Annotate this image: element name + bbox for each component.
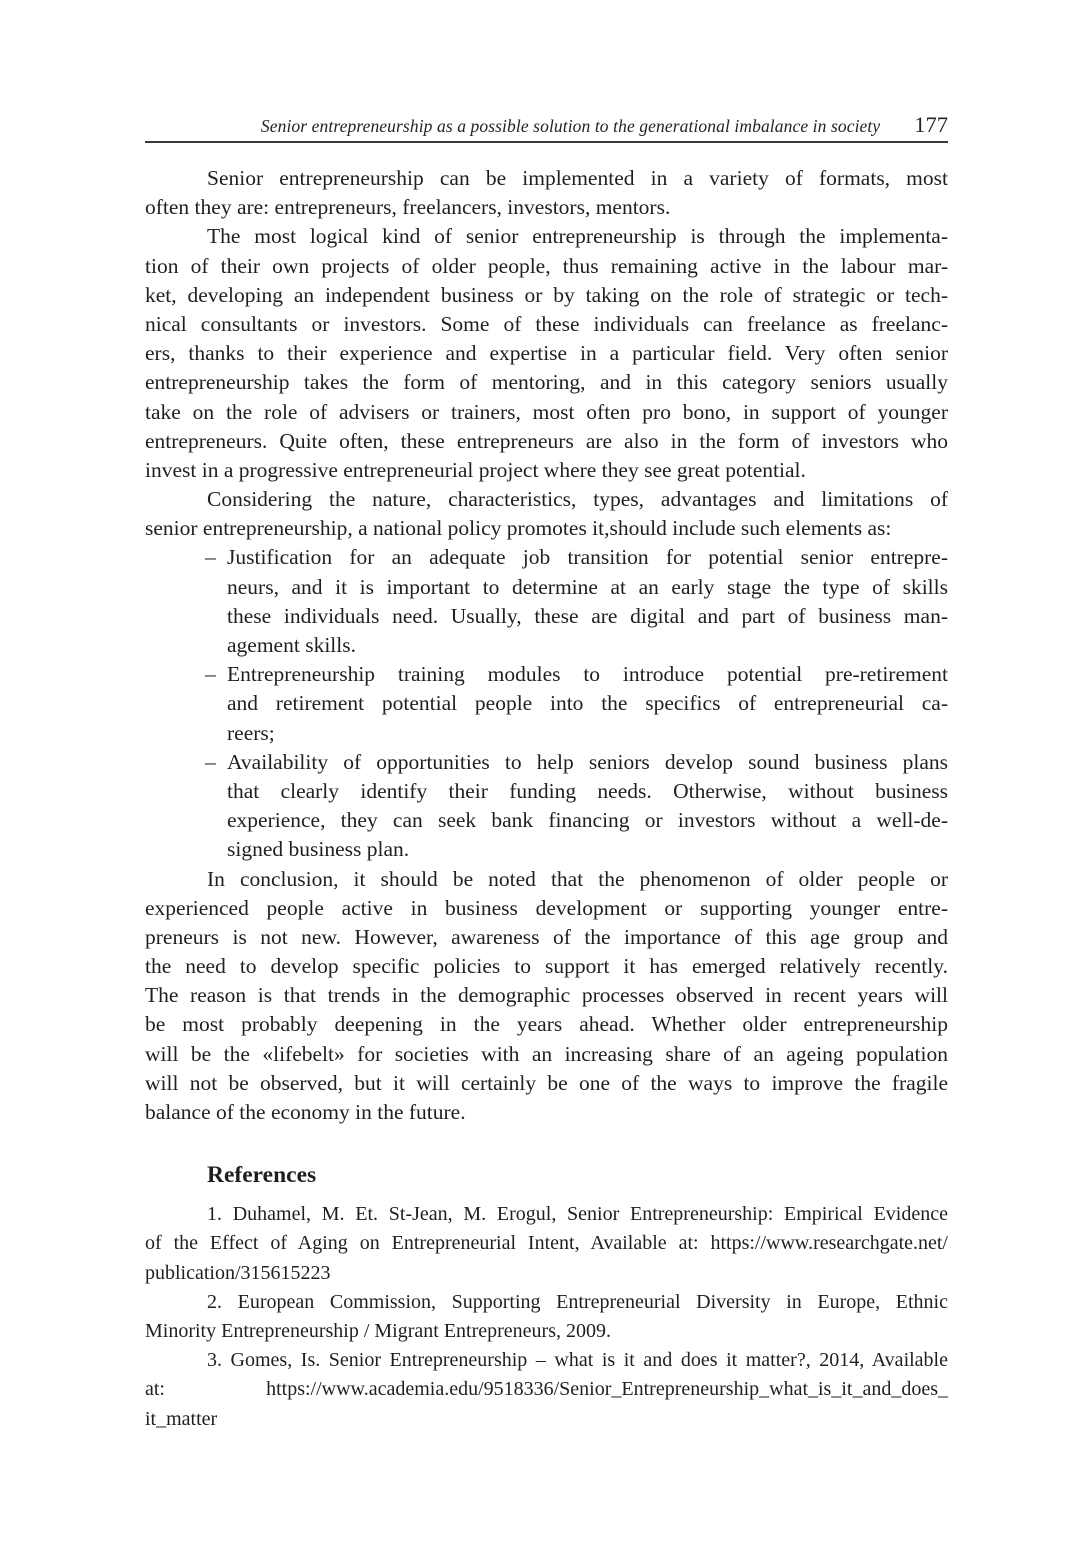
list-item-text: Entrepreneurship training modules to introduce potential pre-retirement — [227, 662, 948, 687]
page-number: 177 — [914, 112, 948, 137]
body-paragraph — [145, 164, 948, 222]
text-line: agement skills. — [227, 633, 356, 657]
references-heading: References — [207, 1162, 317, 1189]
reference-entry — [145, 1288, 948, 1346]
text-line: experience, they can seek bank financing or investors without a well-de- — [227, 808, 948, 833]
text-line: that clearly identify their funding needs. Otherwise, without business — [227, 778, 948, 803]
text-line: and retirement potential people into the specifics of entrepreneurial ca- — [227, 691, 948, 716]
running-title: Senior entrepreneurship as a possible solution to the generational imbalance in society — [260, 116, 881, 136]
text-line: ket, developing an independent business or by taking on the role of strategic or tech- — [145, 282, 948, 307]
text-line: tion of their own projects of older people, thus remaining active in the labour mar- — [145, 253, 948, 278]
text-line: preneurs is not new. However, awareness of the importance of this age group and — [145, 924, 948, 949]
body-paragraph — [145, 485, 948, 543]
text-line: Considering the nature, characteristics, types, advantages and limitations of — [207, 487, 948, 512]
text-line: will not be observed, but it will certainly be one of the ways to improve the fragile — [145, 1070, 948, 1095]
text-line: reers; — [227, 720, 275, 745]
body-paragraph — [145, 222, 948, 485]
reference-entry — [145, 1346, 948, 1434]
text-line: Senior entrepreneurship can be implemented in a variety of formats, most — [207, 166, 948, 190]
list-dash: – — [205, 749, 216, 774]
text-line: of the Effect of Aging on Entrepreneurial Intent, Available at: https://www.researchgate.net/ — [145, 1232, 948, 1255]
text-line: signed business plan. — [227, 837, 410, 862]
policy-list-item — [145, 543, 948, 660]
text-line: neurs, and it is important to determine at an early stage the type of skills — [227, 574, 948, 599]
text-line: ers, thanks to their experience and expertise in a particular field. Very often senior — [145, 341, 948, 366]
list-dash: – — [205, 662, 216, 687]
text-line: at: https://www.academia.edu/9518336/Senior_Entrepreneurship_what_is_it_and_does_ — [145, 1378, 948, 1401]
text-line: experienced people active in business development or supporting younger entre- — [145, 895, 948, 920]
policy-list-item — [145, 660, 948, 748]
text-line: take on the role of advisers or trainers, most often pro bono, in support of younger — [145, 399, 948, 424]
text-line: nical consultants or investors. Some of these individuals can freelance as freelanc- — [145, 311, 948, 336]
text-line: it_matter — [145, 1407, 218, 1430]
page-body — [145, 164, 948, 1434]
text-line: the need to develop specific policies to support it has emerged relatively recently. — [145, 954, 948, 979]
text-line: The most logical kind of senior entrepreneurship is through the implementa- — [207, 224, 948, 249]
text-line: will be the «lifebelt» for societies with an increasing share of an ageing population — [145, 1041, 948, 1066]
body-paragraph — [145, 865, 948, 1128]
text-line: In conclusion, it should be noted that the phenomenon of older people or — [207, 866, 948, 891]
header-rule — [145, 141, 948, 143]
list-item-text: Availability of opportunities to help seniors develop sound business plans — [227, 749, 948, 774]
text-line: senior entrepreneurship, a national policy promotes it,should include such elements as: — [145, 516, 892, 541]
text-line: these individuals need. Usually, these are digital and part of business man- — [227, 603, 948, 628]
reference-entry — [145, 1200, 948, 1288]
text-line: The reason is that trends in the demographic processes observed in recent years will — [145, 983, 948, 1008]
text-line: publication/315615223 — [145, 1261, 331, 1284]
text-line: entrepreneurs. Quite often, these entrepreneurs are also in the form of investors who — [145, 428, 948, 453]
list-dash: – — [205, 545, 216, 570]
page-header — [145, 112, 948, 138]
text-line: balance of the economy in the future. — [145, 1100, 466, 1124]
text-line — [145, 660, 948, 689]
policy-list-item — [145, 748, 948, 865]
text-line: often they are: entrepreneurs, freelancers, investors, mentors. — [145, 195, 671, 220]
text-line: 3. Gomes, Is. Senior Entrepreneurship – what is it and does it matter?, 2014, Available — [207, 1349, 948, 1372]
text-line: entrepreneurship takes the form of mentoring, and in this category seniors usually — [145, 370, 948, 395]
text-line: be most probably deepening in the years ahead. Whether older entrepreneurship — [145, 1012, 948, 1037]
text-line — [145, 543, 948, 572]
text-line: 2. European Commission, Supporting Entrepreneurial Diversity in Europe, Ethnic — [207, 1290, 948, 1313]
text-line — [145, 748, 948, 777]
text-line: invest in a progressive entrepreneurial project where they see great potential. — [145, 457, 806, 482]
text-line: 1. Duhamel, M. Et. St-Jean, M. Erogul, Senior Entrepreneurship: Empirical Evidence — [207, 1203, 948, 1226]
text-line: Minority Entrepreneurship / Migrant Entrepreneurs, 2009. — [145, 1319, 611, 1342]
list-item-text: Justification for an adequate job transition for potential senior entrepre- — [227, 545, 948, 570]
